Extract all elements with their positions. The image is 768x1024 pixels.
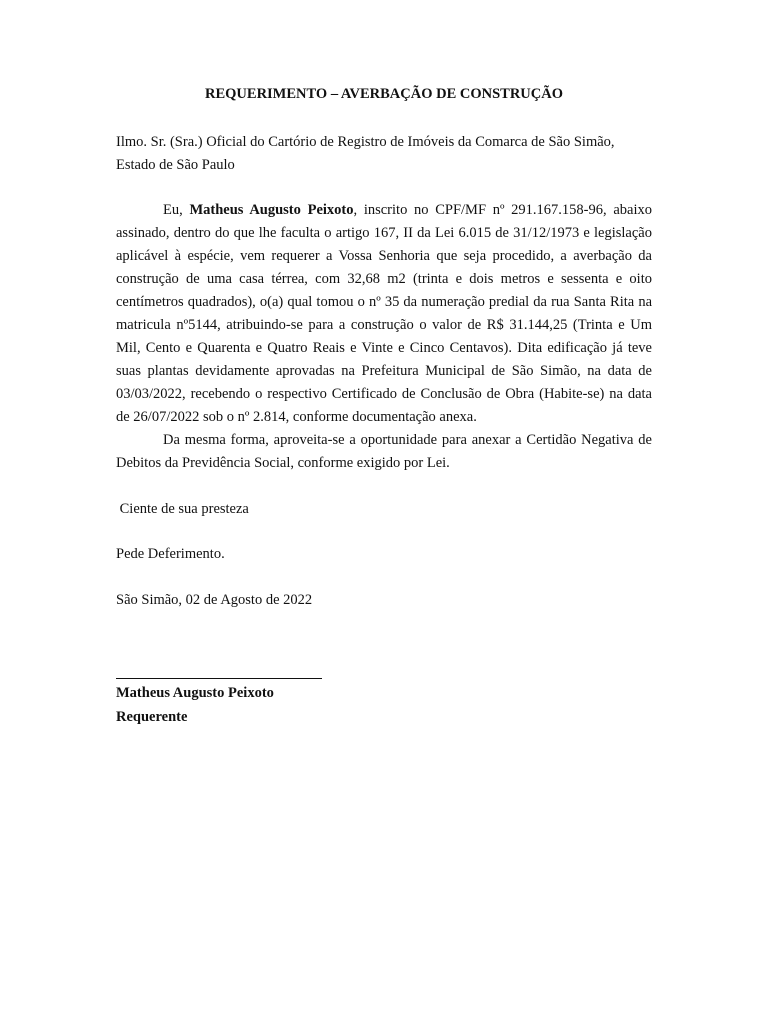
document-title: REQUERIMENTO – AVERBAÇÃO DE CONSTRUÇÃO [205,86,563,102]
request-text: Pede Deferimento. [116,546,225,562]
addressee-text: Ilmo. Sr. (Sra.) Oficial do Cartório de Registro de Imóveis da Comarca de São Simão, Estado de São Paulo [116,134,615,173]
paragraph-1-intro: Eu, [163,202,190,218]
paragraph-2: Da mesma forma, aproveita-se a oportunidade para anexar a Certidão Negativa de Debitos da Previdência Social, conforme exigido por Lei. [116,432,652,471]
closing-text: Ciente de sua presteza [116,501,249,517]
paragraph-1-text: , inscrito no CPF/MF nº 291.167.158-96, abaixo assinado, dentro do que lhe faculta o artigo 167, II da Lei 6.015 de 31/12/1973 e legislação aplicável à espécie, vem requerer a Vossa Senhoria que seja procedido, a averbação da construção de uma casa térrea, com 32,68 m2 (trinta e dois metros e sessenta e oito centímetros quadrados), o(a) qual tomou o nº 35 da numeração predial da rua Santa Rita na matricula nº5144, atribuindo-se para a construção o valor de R$ 31.144,25 (Trinta e Um Mil, Cento e Quarenta e Quatro Reais e Vinte e Cinco Centavos). Dita edificação já teve suas plantas devidamente aprovadas na Prefeitura Municipal de São Simão, na data de 03/03/2022, recebendo o respectivo Certificado de Conclusão de Obra (Habite-se) na data de 26/07/2022 sob o nº 2.814, conforme documentação anexa. [116,202,652,425]
body-text [116,199,652,475]
signature-name: Matheus Augusto Peixoto [116,685,274,701]
paragraph-1 [116,199,652,429]
signature-line [116,678,322,679]
signature-role: Requerente [116,709,188,725]
applicant-name: Matheus Augusto Peixoto [189,202,354,218]
place-date-text: São Simão, 02 de Agosto de 2022 [116,592,313,608]
